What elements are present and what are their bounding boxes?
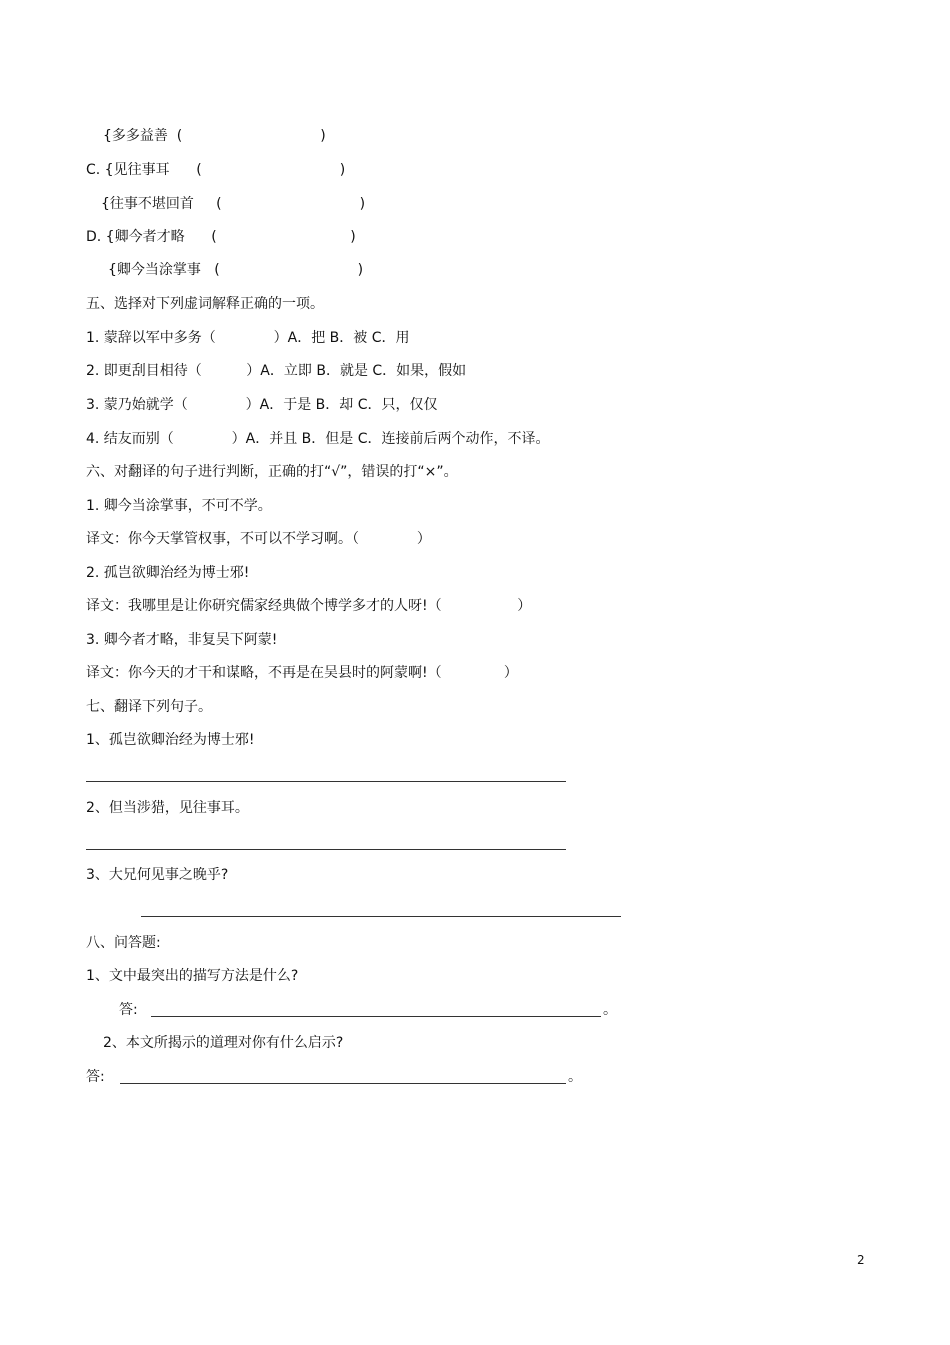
question-5-4: 4. 结友而别（ ）A．并且 B．但是 C．连接前后两个动作，不译。	[86, 431, 550, 447]
question-7-3: 3、大兄何见事之晚乎?	[86, 867, 229, 883]
section-8-heading: 八、问答题:	[86, 935, 161, 951]
answer-period-8-1: 。	[603, 1002, 617, 1018]
page-number: 2	[857, 1253, 865, 1267]
question-6-3: 3. 卿今者才略，非复吴下阿蒙!	[86, 632, 278, 648]
question-6-2: 2. 孤岂欲卿治经为博士邪!	[86, 565, 250, 581]
question-5-1: 1. 蒙辞以军中多务（ ）A．把 B．被 C．用	[86, 330, 410, 346]
answer-line-7-1[interactable]	[86, 781, 566, 782]
option-c-line-2: {往事不堪回首 ( )	[101, 196, 366, 212]
question-6-1: 1. 卿今当涂掌事，不可不学。	[86, 498, 272, 514]
answer-line-7-3[interactable]	[141, 916, 621, 917]
answer-label-8-2: 答:	[86, 1069, 105, 1085]
question-8-2: 2、本文所揭示的道理对你有什么启示?	[103, 1035, 344, 1051]
section-6-heading: 六、对翻译的句子进行判断，正确的打“√”，错误的打“×”。	[86, 464, 458, 480]
translation-6-2: 译文：我哪里是让你研究儒家经典做个博学多才的人呀!（ ）	[86, 598, 532, 614]
translation-6-1: 译文：你今天掌管权事，不可以不学习啊。（ ）	[86, 531, 431, 547]
question-5-2: 2. 即更刮目相待（ ）A．立即 B．就是 C．如果，假如	[86, 363, 467, 379]
question-8-1: 1、文中最突出的描写方法是什么?	[86, 968, 299, 984]
section-7-heading: 七、翻译下列句子。	[86, 699, 212, 715]
answer-line-8-2[interactable]	[120, 1083, 566, 1084]
option-c-line-1: C. {见往事耳 ( )	[86, 162, 346, 178]
question-7-2: 2、但当涉猎，见往事耳。	[86, 800, 249, 816]
option-b-line-2: {多多益善 ( )	[103, 128, 326, 144]
option-d-line-1: D. {卿今者才略 ( )	[86, 229, 356, 245]
answer-line-7-2[interactable]	[86, 849, 566, 850]
answer-period-8-2: 。	[568, 1069, 582, 1085]
section-5-heading: 五、选择对下列虚词解释正确的一项。	[86, 296, 324, 312]
question-5-3: 3. 蒙乃始就学（ ）A．于是 B．却 C．只，仅仅	[86, 397, 438, 413]
translation-6-3: 译文：你今天的才干和谋略，不再是在吴县时的阿蒙啊!（ ）	[86, 665, 518, 681]
answer-line-8-1[interactable]	[151, 1016, 601, 1017]
question-7-1: 1、孤岂欲卿治经为博士邪!	[86, 732, 255, 748]
option-d-line-2: {卿今当涂掌事 ( )	[108, 262, 364, 278]
answer-label-8-1: 答:	[119, 1002, 138, 1018]
